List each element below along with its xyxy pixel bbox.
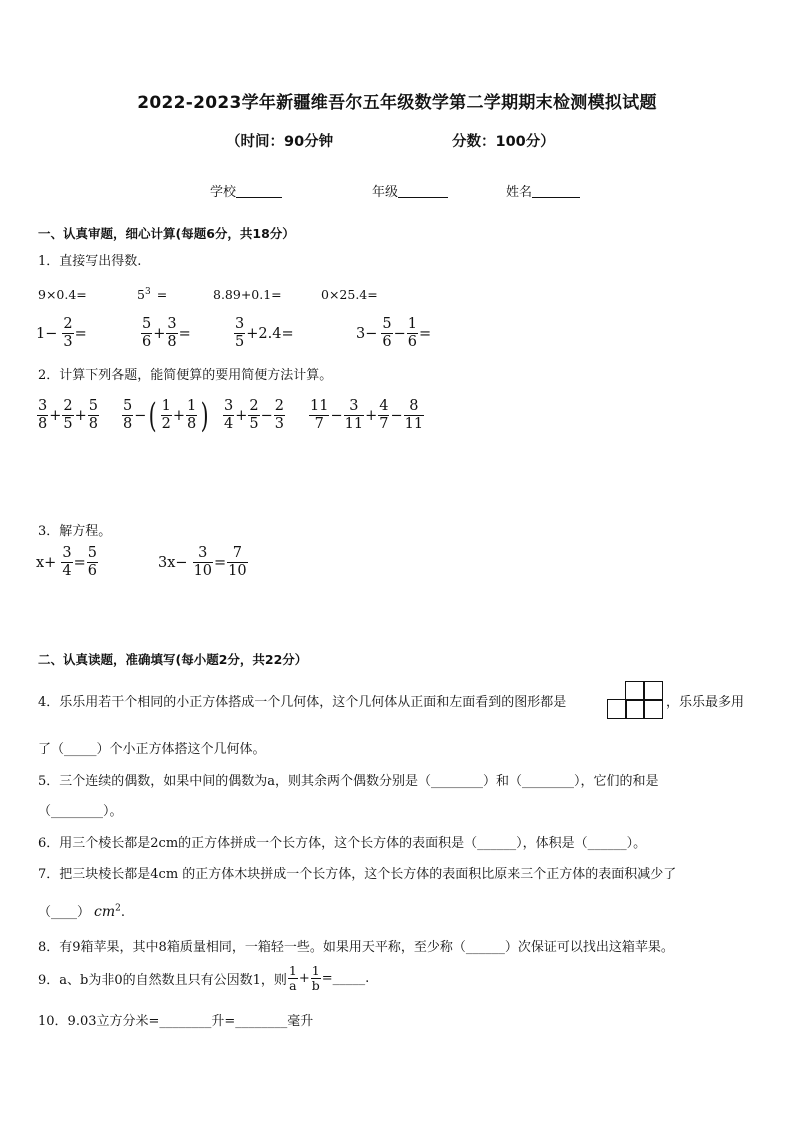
question-9: 9．a、b为非0的自然数且只有公因数1，则 $\frac{1}{a}$ + $\frac{1}{b}$ =_____. bbox=[38, 963, 370, 993]
page-title: 2022-2023学年新疆维吾尔五年级数学第二学期期末检测模拟试题 bbox=[137, 93, 657, 113]
q1-item-e: 1− $\frac{2}{3}$ = bbox=[36, 316, 87, 350]
grade-field[interactable]: 年级 bbox=[372, 181, 448, 200]
q2-expression-4: $\frac{11}{7}$ − $\frac{3}{11}$ + $\frac{4}{7}$ − $\frac{8}{11}$ bbox=[310, 398, 424, 432]
question-10: 10．9.03立方分米=________升=________毫升 bbox=[38, 1014, 314, 1029]
q3-equation-1: x+ $\frac{3}{4}$ = $\frac{5}{6}$ bbox=[36, 545, 97, 579]
question-6: 6．用三个棱长都是2cm的正方体拼成一个长方体，这个长方体的表面积是（______），体积是（______）。 bbox=[38, 836, 647, 851]
question-8: 8．有9箱苹果，其中8箱质量相同，一箱轻一些。如果用天平称，至少称（______）次保证可以找出这箱苹果。 bbox=[38, 940, 674, 955]
question-4-after: ，乐乐最多用 bbox=[666, 695, 745, 710]
question-7-line1: 7．把三块棱长都是4cm 的正方体木块拼成一个长方体，这个长方体的表面积比原来三个正方体的表面积减少了 bbox=[38, 867, 677, 882]
q2-expression-1: $\frac{3}{8}$ + $\frac{2}{5}$ + $\frac{5}{8}$ bbox=[38, 398, 99, 432]
q1-item-b: $5^3$ = bbox=[137, 287, 168, 303]
question-2-label: 2．计算下列各题，能简便算的要用简便方法计算。 bbox=[38, 368, 333, 383]
exam-time: （时间：90分钟 bbox=[226, 134, 334, 150]
q1-item-g: $\frac{3}{5}$ +2.4= bbox=[235, 316, 294, 350]
question-5-line1: 5．三个连续的偶数，如果中间的偶数为a，则其余两个偶数分别是（________）和（________），它们的和是 bbox=[38, 774, 659, 789]
q1-item-f: $\frac{5}{6}$ + $\frac{3}{8}$ = bbox=[142, 316, 191, 350]
q2-expression-3: $\frac{3}{4}$ + $\frac{2}{5}$ − $\frac{2}{3}$ bbox=[224, 398, 285, 432]
q2-expression-2: $\frac{5}{8}$ − ( $\frac{1}{2}$ + $\frac{1}{8}$ ) bbox=[123, 395, 209, 436]
school-field[interactable]: 学校 bbox=[210, 181, 282, 200]
question-5-line2: （________）。 bbox=[38, 804, 123, 819]
question-4-line2: 了（_____）个小正方体搭这个几何体。 bbox=[38, 742, 266, 757]
question-3-label: 3．解方程。 bbox=[38, 524, 112, 539]
section-2-heading: 二、认真读题，准确填写(每小题2分，共22分） bbox=[38, 652, 308, 667]
q1-item-a: 9×0.4= bbox=[38, 287, 87, 302]
question-1-label: 1．直接写出得数. bbox=[38, 254, 142, 269]
q3-equation-2: 3x− $\frac{3}{10}$ = $\frac{7}{10}$ bbox=[158, 545, 247, 579]
question-7-line2: （____） $cm^2$. bbox=[38, 903, 126, 920]
q1-item-c: 8.89+0.1= bbox=[213, 287, 282, 302]
q1-item-d: 0×25.4= bbox=[321, 287, 378, 302]
q1-item-h: 3− $\frac{5}{6}$ − $\frac{1}{6}$ = bbox=[356, 316, 432, 350]
section-1-heading: 一、认真审题，细心计算(每题6分，共18分） bbox=[38, 226, 295, 241]
exam-score: 分数：100分） bbox=[452, 134, 555, 150]
question-4-text: 4．乐乐用若干个相同的小正方体搭成一个几何体，这个几何体从正面和左面看到的图形都是 bbox=[38, 695, 567, 710]
name-field[interactable]: 姓名 bbox=[506, 181, 580, 200]
